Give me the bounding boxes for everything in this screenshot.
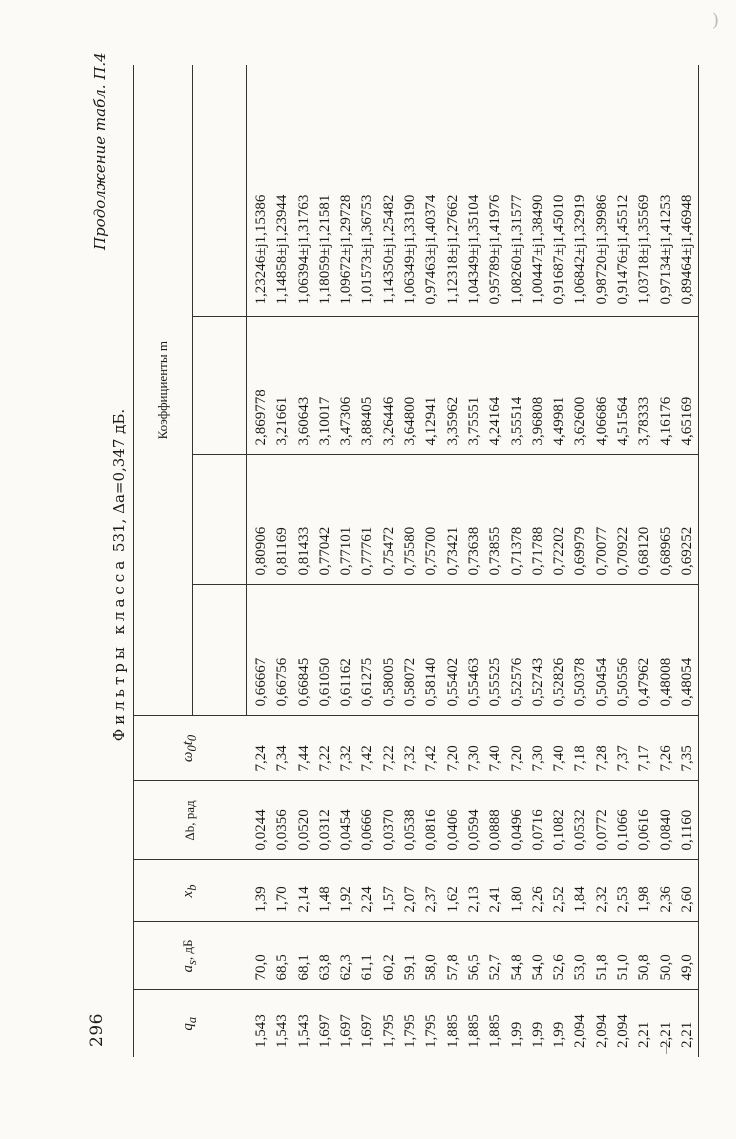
cell-m3: 3,75551: [464, 317, 485, 455]
cell-m3: 4,65169: [677, 317, 699, 455]
cell-m1: 0,58005: [379, 585, 400, 716]
cell-db: 0,0532: [570, 781, 591, 860]
cell-db: 0,0888: [485, 781, 506, 860]
cell-qa: 1,697: [315, 990, 336, 1057]
cell-w0t0: 7,22: [315, 716, 336, 781]
cell-m2: 0,77101: [336, 455, 357, 585]
table-row: [677, 65, 699, 1057]
cell-db: 0,0244: [247, 781, 273, 860]
cell-xb: 2,26: [528, 860, 549, 922]
cell-m1: 0,48008: [656, 585, 677, 716]
cell-a0: 70,0: [247, 922, 273, 990]
cell-a0: 50,0: [656, 922, 677, 990]
cell-m3: 4,51564: [613, 317, 634, 455]
cell-xb: 2,24: [357, 860, 378, 922]
cell-m2: 0,70922: [613, 455, 634, 585]
cell-db: 0,0716: [528, 781, 549, 860]
cell-m1: 0,66845: [294, 585, 315, 716]
cell-a0: 51,0: [613, 922, 634, 990]
cell-a0: 63,8: [315, 922, 336, 990]
cell-m3: 4,24164: [485, 317, 506, 455]
cell-m3: 3,60643: [294, 317, 315, 455]
cell-m3: 3,47306: [336, 317, 357, 455]
cell-xb: 2,60: [677, 860, 699, 922]
cell-m4: 1,01573±j1,36753: [359, 194, 376, 305]
header-db: Δb, рад: [134, 781, 247, 860]
header-a0: $a_s$, дБ: [134, 922, 247, 990]
cell-qa: 2,21: [634, 990, 655, 1057]
header-coefficients: Коэффициенты m: [134, 65, 193, 716]
cell-m4: 0,98720±j1,39986: [593, 194, 610, 305]
cell-db: 0,0356: [272, 781, 293, 860]
cell-m4: 1,14858±j1,23944: [274, 194, 291, 305]
cell-a0: 68,5: [272, 922, 293, 990]
cell-w0t0: 7,26: [656, 716, 677, 781]
cell-qa: 1,885: [485, 990, 506, 1057]
cell-m1: 0,55525: [485, 585, 506, 716]
table-row: [634, 65, 655, 1057]
cell-qa: 1,697: [357, 990, 378, 1057]
cell-qa: 1,543: [294, 990, 315, 1057]
title-class: 531,: [110, 518, 128, 553]
table-row: [247, 65, 273, 1057]
cell-a0: 51,8: [592, 922, 613, 990]
cell-xb: 1,98: [634, 860, 655, 922]
cell-xb: 1,62: [443, 860, 464, 922]
cell-db: 0,0772: [592, 781, 613, 860]
cell-m4: 1,00447±j1,38490: [529, 194, 546, 305]
cell-qa: 2,094: [592, 990, 613, 1057]
cell-m4: 0,97134±j1,41253: [657, 194, 674, 305]
cell-m2: 0,75700: [421, 455, 442, 585]
cell-m2: 0,80906: [247, 455, 273, 585]
cell-qa: 1,99: [528, 990, 549, 1057]
table-row: [570, 65, 591, 1057]
cell-m3: 4,12941: [421, 317, 442, 455]
cell-m4: 1,04349±j1,35104: [465, 194, 482, 305]
table-row: [443, 65, 464, 1057]
cell-w0t0: 7,20: [507, 716, 528, 781]
cell-m2: 0,75472: [379, 455, 400, 585]
cell-w0t0: 7,30: [464, 716, 485, 781]
cell-m3: 4,16176: [656, 317, 677, 455]
table-row: [421, 65, 442, 1057]
cell-db: 0,0496: [507, 781, 528, 860]
table-row: [294, 65, 315, 1057]
cell-xb: 1,80: [507, 860, 528, 922]
cell-xb: 2,52: [549, 860, 570, 922]
continuation-title: Продолжение табл. П.4: [91, 52, 109, 250]
cell-m1: 0,47962: [634, 585, 655, 716]
cell-m2: 0,77761: [357, 455, 378, 585]
cell-xb: 1,39: [247, 860, 273, 922]
header-xb: $x_b$: [134, 860, 247, 922]
cell-m3: 4,49981: [549, 317, 570, 455]
header-m1: [193, 585, 247, 716]
cell-w0t0: 7,40: [549, 716, 570, 781]
cell-qa: 1,885: [464, 990, 485, 1057]
cell-m1: 0,61162: [336, 585, 357, 716]
cell-db: 0,0840: [656, 781, 677, 860]
cell-a0: 52,7: [485, 922, 506, 990]
cell-m4: 1,06349±j1,33190: [402, 194, 419, 305]
cell-db: 0,0594: [464, 781, 485, 860]
cell-m2: 0,69979: [570, 455, 591, 585]
cell-db: 0,0312: [315, 781, 336, 860]
cell-db: 0,0454: [336, 781, 357, 860]
table-title: [110, 65, 128, 1085]
cell-w0t0: 7,17: [634, 716, 655, 781]
cell-a0: 61,1: [357, 922, 378, 990]
cell-xb: 2,36: [656, 860, 677, 922]
cell-w0t0: 7,20: [443, 716, 464, 781]
cell-m2: 0,69252: [677, 455, 699, 585]
cell-m2: 0,71378: [507, 455, 528, 585]
cell-db: 0,0538: [400, 781, 421, 860]
cell-m4: 1,14350±j1,25482: [380, 194, 397, 305]
header-m2: [193, 455, 247, 585]
cell-m1: 0,50454: [592, 585, 613, 716]
cell-w0t0: 7,35: [677, 716, 699, 781]
cell-a0: 57,8: [443, 922, 464, 990]
cell-w0t0: 7,22: [379, 716, 400, 781]
cell-m4: 1,06394±j1,31763: [295, 194, 312, 305]
cell-qa: 2,21: [677, 990, 699, 1057]
cell-xb: 1,48: [315, 860, 336, 922]
cell-m1: 0,50378: [570, 585, 591, 716]
cell-qa: 1,697: [336, 990, 357, 1057]
cell-m3: 3,96808: [528, 317, 549, 455]
cell-w0t0: 7,24: [247, 716, 273, 781]
table-row: [379, 65, 400, 1057]
cell-xb: 1,92: [336, 860, 357, 922]
cell-m1: 0,58140: [421, 585, 442, 716]
cell-m4: 1,08260±j1,31577: [508, 194, 525, 305]
cell-m2: 0,71788: [528, 455, 549, 585]
cell-m4: 0,89464±j1,46948: [678, 194, 695, 305]
cell-xb: 2,14: [294, 860, 315, 922]
cell-m3: 3,21661: [272, 317, 293, 455]
cell-m2: 0,73638: [464, 455, 485, 585]
cell-m1: 0,61275: [357, 585, 378, 716]
cell-xb: 1,84: [570, 860, 591, 922]
cell-m4: 1,03718±j1,35569: [636, 194, 653, 305]
cell-m3: 2,869778: [247, 317, 273, 455]
cell-m2: 0,73855: [485, 455, 506, 585]
margin-bracket-mark: ): [712, 10, 720, 31]
cell-db: 0,0370: [379, 781, 400, 860]
header-m3: [193, 317, 247, 455]
cell-w0t0: 7,42: [421, 716, 442, 781]
table-row: [272, 65, 293, 1057]
cell-m1: 0,58072: [400, 585, 421, 716]
cell-db: 0,1082: [549, 781, 570, 860]
cell-w0t0: 7,32: [400, 716, 421, 781]
cell-m4: 1,18059±j1,21581: [316, 194, 333, 305]
cell-a0: 59,1: [400, 922, 421, 990]
cell-xb: 2,41: [485, 860, 506, 922]
cell-w0t0: 7,32: [336, 716, 357, 781]
table-row: [549, 65, 570, 1057]
cell-xb: 1,70: [272, 860, 293, 922]
cell-m4: 0,91687±j1,45010: [551, 194, 568, 305]
table-row: [357, 65, 378, 1057]
cell-m2: 0,68965: [656, 455, 677, 585]
cell-qa: 1,885: [443, 990, 464, 1057]
cell-m2: 0,77042: [315, 455, 336, 585]
cell-qa: 1,795: [421, 990, 442, 1057]
cell-m4: 1,06842±j1,32919: [572, 194, 589, 305]
cell-m1: 0,50556: [613, 585, 634, 716]
cell-m4: 1,23246±j1,15386: [253, 194, 269, 305]
cell-m2: 0,70077: [592, 455, 613, 585]
cell-m2: 0,72202: [549, 455, 570, 585]
cell-qa: 1,543: [247, 990, 273, 1057]
table-row: [613, 65, 634, 1057]
table-row: [315, 65, 336, 1057]
cell-qa: 1,99: [549, 990, 570, 1057]
cell-m3: 3,55514: [507, 317, 528, 455]
cell-a0: 58,0: [421, 922, 442, 990]
cell-w0t0: 7,37: [613, 716, 634, 781]
cell-db: 0,0616: [634, 781, 655, 860]
cell-db: 0,0406: [443, 781, 464, 860]
cell-m3: 3,26446: [379, 317, 400, 455]
cell-m1: 0,61050: [315, 585, 336, 716]
header-qa: $q_a$: [134, 990, 247, 1057]
cell-db: 0,1160: [677, 781, 699, 860]
page-number: 296: [87, 1013, 107, 1047]
cell-m2: 0,73421: [443, 455, 464, 585]
cell-db: 0,0666: [357, 781, 378, 860]
cell-m4: 0,91476±j1,45512: [615, 194, 632, 305]
title-prefix: Фильтры класса: [110, 556, 128, 742]
table-row: [336, 65, 357, 1057]
cell-a0: 50,8: [634, 922, 655, 990]
cell-m1: 0,55463: [464, 585, 485, 716]
rotated-page-content: [88, 52, 695, 1085]
cell-a0: 62,3: [336, 922, 357, 990]
cell-a0: 52,6: [549, 922, 570, 990]
cell-qa: 1,99: [507, 990, 528, 1057]
cell-m3: 4,06686: [592, 317, 613, 455]
cell-a0: 68,1: [294, 922, 315, 990]
cell-w0t0: 7,42: [357, 716, 378, 781]
filter-coefficients-table: [133, 65, 699, 1057]
cell-m4: 1,09672±j1,29728: [338, 194, 355, 305]
header-w0t0: $\omega_0t_0$: [134, 716, 247, 781]
cell-m1: 0,48054: [677, 585, 699, 716]
cell-w0t0: 7,44: [294, 716, 315, 781]
cell-m1: 0,66756: [272, 585, 293, 716]
cell-a0: 56,5: [464, 922, 485, 990]
table-row: [464, 65, 485, 1057]
cell-xb: 2,32: [592, 860, 613, 922]
cell-qa: 1,795: [400, 990, 421, 1057]
table-row: [592, 65, 613, 1057]
cell-xb: 1,57: [379, 860, 400, 922]
cell-m4: 0,95789±j1,41976: [487, 194, 504, 305]
table-row: [400, 65, 421, 1057]
cell-qa: 2,21: [656, 990, 677, 1057]
cell-m2: 0,68120: [634, 455, 655, 585]
cell-xb: 2,37: [421, 860, 442, 922]
cell-m1: 0,52743: [528, 585, 549, 716]
cell-m3: 3,62600: [570, 317, 591, 455]
cell-w0t0: 7,18: [570, 716, 591, 781]
cell-m3: 3,78333: [634, 317, 655, 455]
cell-m2: 0,75580: [400, 455, 421, 585]
cell-a0: 49,0: [677, 922, 699, 990]
cell-m2: 0,81433: [294, 455, 315, 585]
cell-qa: 1,543: [272, 990, 293, 1057]
cell-m3: 3,88405: [357, 317, 378, 455]
cell-w0t0: 7,30: [528, 716, 549, 781]
cell-xb: 2,13: [464, 860, 485, 922]
table-row: [507, 65, 528, 1057]
cell-a0: 54,8: [507, 922, 528, 990]
cell-m3: 3,64800: [400, 317, 421, 455]
table-row: [485, 65, 506, 1057]
cell-m1: 0,52826: [549, 585, 570, 716]
cell-qa: 2,094: [613, 990, 634, 1057]
cell-m3: 3,35962: [443, 317, 464, 455]
cell-w0t0: 7,34: [272, 716, 293, 781]
cell-xb: 2,07: [400, 860, 421, 922]
cell-m1: 0,52576: [507, 585, 528, 716]
cell-m4: 0,97463±j1,40374: [423, 194, 440, 305]
cell-db: 0,0816: [421, 781, 442, 860]
cell-m2: 0,81169: [272, 455, 293, 585]
cell-db: 0,1066: [613, 781, 634, 860]
cell-w0t0: 7,40: [485, 716, 506, 781]
title-params: Δa=0,347 дБ.: [110, 408, 128, 514]
cell-m4: 1,12318±j1,27662: [444, 194, 461, 305]
table-body: [247, 65, 699, 1057]
cell-m1: 0,66667: [247, 585, 273, 716]
cell-w0t0: 7,28: [592, 716, 613, 781]
cell-qa: 1,795: [379, 990, 400, 1057]
cell-a0: 60,2: [379, 922, 400, 990]
cell-db: 0,0520: [294, 781, 315, 860]
cell-a0: 54,0: [528, 922, 549, 990]
cell-m3: 3,10017: [315, 317, 336, 455]
table-row: [656, 65, 677, 1057]
cell-a0: 53,0: [570, 922, 591, 990]
table-row: [528, 65, 549, 1057]
cell-qa: 2,094: [570, 990, 591, 1057]
cell-m1: 0,55402: [443, 585, 464, 716]
cell-xb: 2,53: [613, 860, 634, 922]
header-m4: [193, 65, 247, 317]
